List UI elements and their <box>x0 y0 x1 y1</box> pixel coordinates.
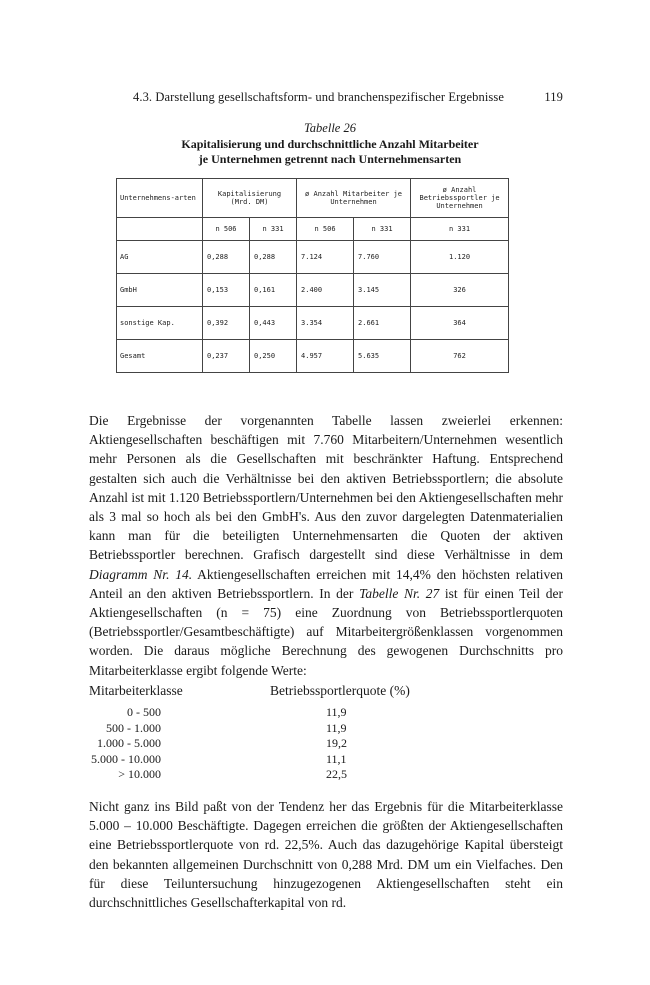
table-cell: 5.635 <box>354 340 411 373</box>
quota-value: 11,9 <box>326 705 347 719</box>
table-title-line1: Kapitalisierung und durchschnittliche Anzahl Mitarbeiter <box>181 137 479 151</box>
running-head-title: 4.3. Darstellung gesellschaftsform- und branchenspezifischer Ergebnisse <box>133 90 504 104</box>
quota-row <box>86 705 386 721</box>
quota-row <box>86 767 386 783</box>
subheader-cell: n 331 <box>411 218 509 241</box>
header-unternehmensarten: Unternehmens-arten <box>117 179 203 218</box>
row-label: GmbH <box>117 274 203 307</box>
paragraph-1-part3: ist für einen Teil der Aktiengesellschaften (n = 75) eine Zuordnung von Betriebssportlerquoten (Betriebssportler/Gesamtbeschäftigte) auf Mitarbeitergrößenklassen vorgenommen worden. Die daraus mögliche Berechnung des gewogenen Durchschnitts pro Mitarbeiterklasse ergibt folgende Werte: <box>89 585 563 678</box>
quota-col-class: Mitarbeiterklasse <box>89 683 183 698</box>
running-head <box>133 90 563 105</box>
table-cell: 4.957 <box>297 340 354 373</box>
table-cell: 0,443 <box>250 307 297 340</box>
table-cell: 0,250 <box>250 340 297 373</box>
quota-value: 22,5 <box>326 767 347 782</box>
paragraph-2 <box>89 797 563 912</box>
table-cell: 0,237 <box>203 340 250 373</box>
subheader-cell: n 506 <box>203 218 250 241</box>
row-label: AG <box>117 241 203 274</box>
diagram-reference: Diagramm Nr. 14. <box>89 566 193 582</box>
paragraph-1-part1: Die Ergebnisse der vorgenannten Tabelle lassen zweierlei erkennen: Aktiengesellschaften beschäftigen mit 7.760 Mitarbeitern/Unternehmen wesentlich mehr Personen als die Gesellschaften mit beschränkter Haftung. Entsprechend gestalten sich auch die Verhältnisse bei den aktiven Betriebssportlern; die absolute Anzahl ist mit 1.120 Betriebssportlern/Unternehmen bei den Aktiengesellschaften mehr als 3 mal so hoch als bei den GmbH's. Aus den zuvor dargelegten Datenmaterialien kann man für die beteiligten Unternehmensarten die Quoten der aktiven Betriebssportler berechnen. Grafisch dargestellt sind diese Verhältnisse in dem <box>89 413 563 563</box>
header-kapitalisierung: Kapitalisierung (Mrd. DM) <box>203 179 297 218</box>
page-number: 119 <box>544 90 563 104</box>
subheader-cell: n 331 <box>250 218 297 241</box>
table-row <box>117 307 509 340</box>
data-table <box>116 178 508 373</box>
table-row <box>117 241 509 274</box>
table-cell: 364 <box>411 307 509 340</box>
row-label: Gesamt <box>117 340 203 373</box>
quota-class: 500 - 1.000 <box>106 720 161 735</box>
table-cell: 3.145 <box>354 274 411 307</box>
quota-value: 11,9 <box>326 720 347 735</box>
quota-value: 19,2 <box>326 736 347 751</box>
table-cell: 1.120 <box>411 241 509 274</box>
table-cell: 0,288 <box>203 241 250 274</box>
paragraph-1-part2: Aktiengesellschaften erreichen mit 14,4% den höchsten relativen Anteil an den aktiven Betriebssportlern. In der <box>89 566 564 601</box>
table-row-total <box>117 340 509 373</box>
subheader-empty <box>117 218 203 241</box>
quota-row <box>86 736 386 752</box>
table-cell: 2.661 <box>354 307 411 340</box>
table-title-line2: je Unternehmen getrennt nach Unternehmensarten <box>198 152 462 166</box>
table-row <box>117 274 509 307</box>
table-cell: 762 <box>411 340 509 373</box>
table-cell: 2.400 <box>297 274 354 307</box>
table-reference: Tabelle Nr. 27 <box>359 585 440 601</box>
quota-class: > 10.000 <box>118 767 161 782</box>
header-mitarbeiter: ø Anzahl Mitarbeiter je Unternehmen <box>297 179 411 218</box>
header-betriebssportler: ø Anzahl Betriebssportler je Unternehmen <box>411 179 509 218</box>
quota-col-quota: Betriebssportlerquote (%) <box>270 683 410 698</box>
table-cell: 7.124 <box>297 241 354 274</box>
table-cell: 3.354 <box>297 307 354 340</box>
quota-row <box>86 721 386 737</box>
table-title <box>150 137 510 167</box>
table-cell: 7.760 <box>354 241 411 274</box>
table-cell: 0,161 <box>250 274 297 307</box>
quota-table <box>86 705 386 783</box>
quota-class: 0 - 500 <box>127 705 161 719</box>
table-subheader-row <box>117 218 509 241</box>
quota-value: 11,1 <box>326 751 347 766</box>
table-label: Tabelle 26 <box>304 121 356 135</box>
quota-class: 1.000 - 5.000 <box>97 736 161 751</box>
table-cell: 0,153 <box>203 274 250 307</box>
table-cell: 0,392 <box>203 307 250 340</box>
quota-row <box>86 752 386 768</box>
table-cell: 326 <box>411 274 509 307</box>
row-label: sonstige Kap. <box>117 307 203 340</box>
table-cell: 0,288 <box>250 241 297 274</box>
paragraph-2-text: Nicht ganz ins Bild paßt von der Tendenz her das Ergebnis für die Mitarbeiterklasse 5.000 – 10.000 Beschäftigte. Dagegen erreichen die größten der Aktiengesellschaften eine Betriebssportlerquote von rd. 22,5%. Auch das dazugehörige Kapital übersteigt den bekannten allgemeinen Durchschnitt von 0,288 Mrd. DM um ein Vielfaches. Den für diese Teiluntersuchung hinzugezogenen Aktiengesellschaften steht ein durchschnittliches Gesellschafterkapital von rd. <box>89 799 563 911</box>
table-header-row <box>117 179 509 218</box>
quota-class: 5.000 - 10.000 <box>91 751 161 766</box>
subheader-cell: n 331 <box>354 218 411 241</box>
subheader-cell: n 506 <box>297 218 354 241</box>
paragraph-1 <box>89 411 563 680</box>
